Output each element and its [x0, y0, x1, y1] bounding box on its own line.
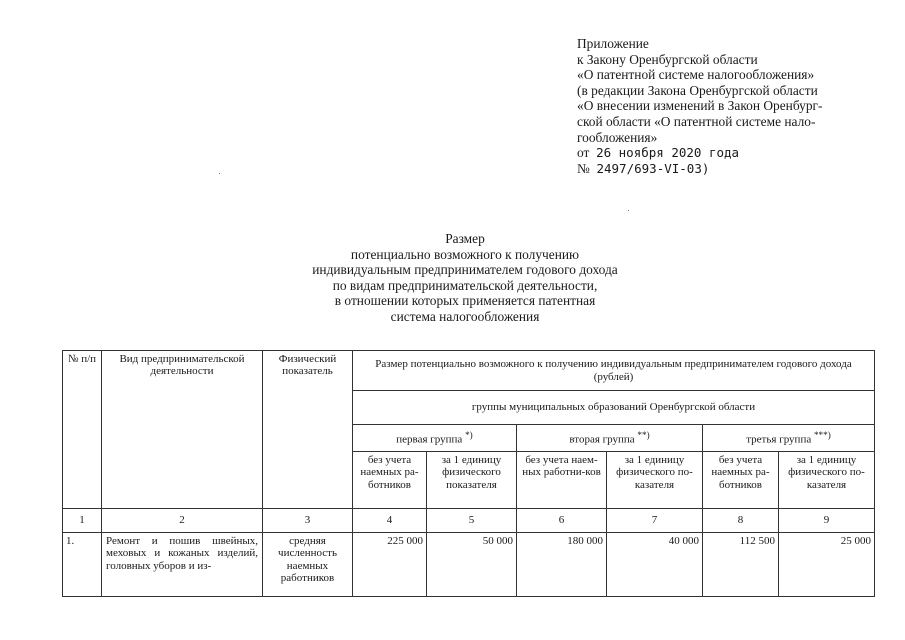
row-value: 180 000 [517, 533, 607, 597]
column-number: 9 [779, 509, 875, 533]
title-line: по видам предпринимательской деятельности, [332, 277, 598, 293]
title-line: Размер [445, 231, 485, 246]
row-value: 112 500 [703, 533, 779, 597]
header-activity: Вид предпринимательской деятельности [102, 351, 263, 509]
header-num: № п/п [63, 351, 102, 509]
scan-speck [628, 210, 629, 211]
column-number: 5 [427, 509, 517, 533]
header-date [577, 145, 823, 161]
group-second [517, 425, 703, 452]
group-label: третья группа [746, 434, 812, 447]
group-footnote: **) [637, 430, 650, 441]
sub-header: без учета наем-ных работни-ков [517, 452, 607, 509]
income-table [62, 350, 875, 597]
row-number: 1. [63, 533, 102, 597]
group-third [703, 425, 875, 452]
title-line: потенциально возможного к получению [350, 246, 580, 262]
header-income: Размер потенциально возможного к получению индивидуальным предпринимателем годового дохода (рублей) [353, 351, 875, 391]
sub-header: за 1 единицу физического по-казателя [607, 452, 703, 509]
header-groups: группы муниципальных образований Оренбургской области [353, 391, 875, 425]
row-value: 50 000 [427, 533, 517, 597]
sub-header: без учета наемных ра-ботников [703, 452, 779, 509]
header-line: Приложение [577, 36, 649, 51]
date-prefix: от [577, 145, 590, 161]
title-line: индивидуальным предпринимателем годового дохода [312, 262, 618, 278]
row-value: 225 000 [353, 533, 427, 597]
header-line: «О внесении изменений в Закон Оренбург- [577, 98, 823, 114]
sub-header: без учета наемных ра-ботников [353, 452, 427, 509]
header-line: ской области «О патентной системе нало- [577, 113, 816, 129]
column-number: 3 [263, 509, 353, 533]
header-number [577, 161, 823, 177]
number-value: 2497/693-VI-03) [596, 160, 710, 176]
header-line: «О патентной системе налогообложения» [577, 67, 815, 83]
column-number: 2 [102, 509, 263, 533]
scan-speck [219, 173, 220, 174]
column-number: 6 [517, 509, 607, 533]
header-line: (в редакции Закона Оренбургской области [577, 82, 818, 98]
row-value: 40 000 [607, 533, 703, 597]
document-title [220, 231, 710, 325]
group-label: вторая группа [569, 434, 635, 447]
row-indicator: средняя численность наемных работников [263, 533, 353, 597]
row-activity: Ремонт и пошив швейных, меховых и кожаных изделий, головных уборов и из- [102, 533, 263, 597]
header-line: гообложения» [577, 129, 658, 145]
row-value: 25 000 [779, 533, 875, 597]
table-row [63, 533, 875, 597]
law-appendix-header [577, 36, 823, 176]
group-footnote: *) [465, 430, 473, 441]
group-footnote: ***) [813, 430, 831, 441]
column-number: 1 [63, 509, 102, 533]
column-number: 7 [607, 509, 703, 533]
column-number: 8 [703, 509, 779, 533]
header-line: к Закону Оренбургской области [577, 51, 758, 67]
sub-header: за 1 единицу физического по-казателя [779, 452, 875, 509]
group-first [353, 425, 517, 452]
date-value: 26 ноября 2020 года [596, 145, 740, 161]
number-prefix: № [577, 160, 590, 176]
column-number: 4 [353, 509, 427, 533]
title-line: в отношении которых применяется патентная [334, 293, 596, 309]
title-line: система налогообложения [390, 308, 540, 324]
header-indicator: Физический показатель [263, 351, 353, 509]
sub-header: за 1 единицу физического показателя [427, 452, 517, 509]
group-label: первая группа [396, 434, 463, 447]
